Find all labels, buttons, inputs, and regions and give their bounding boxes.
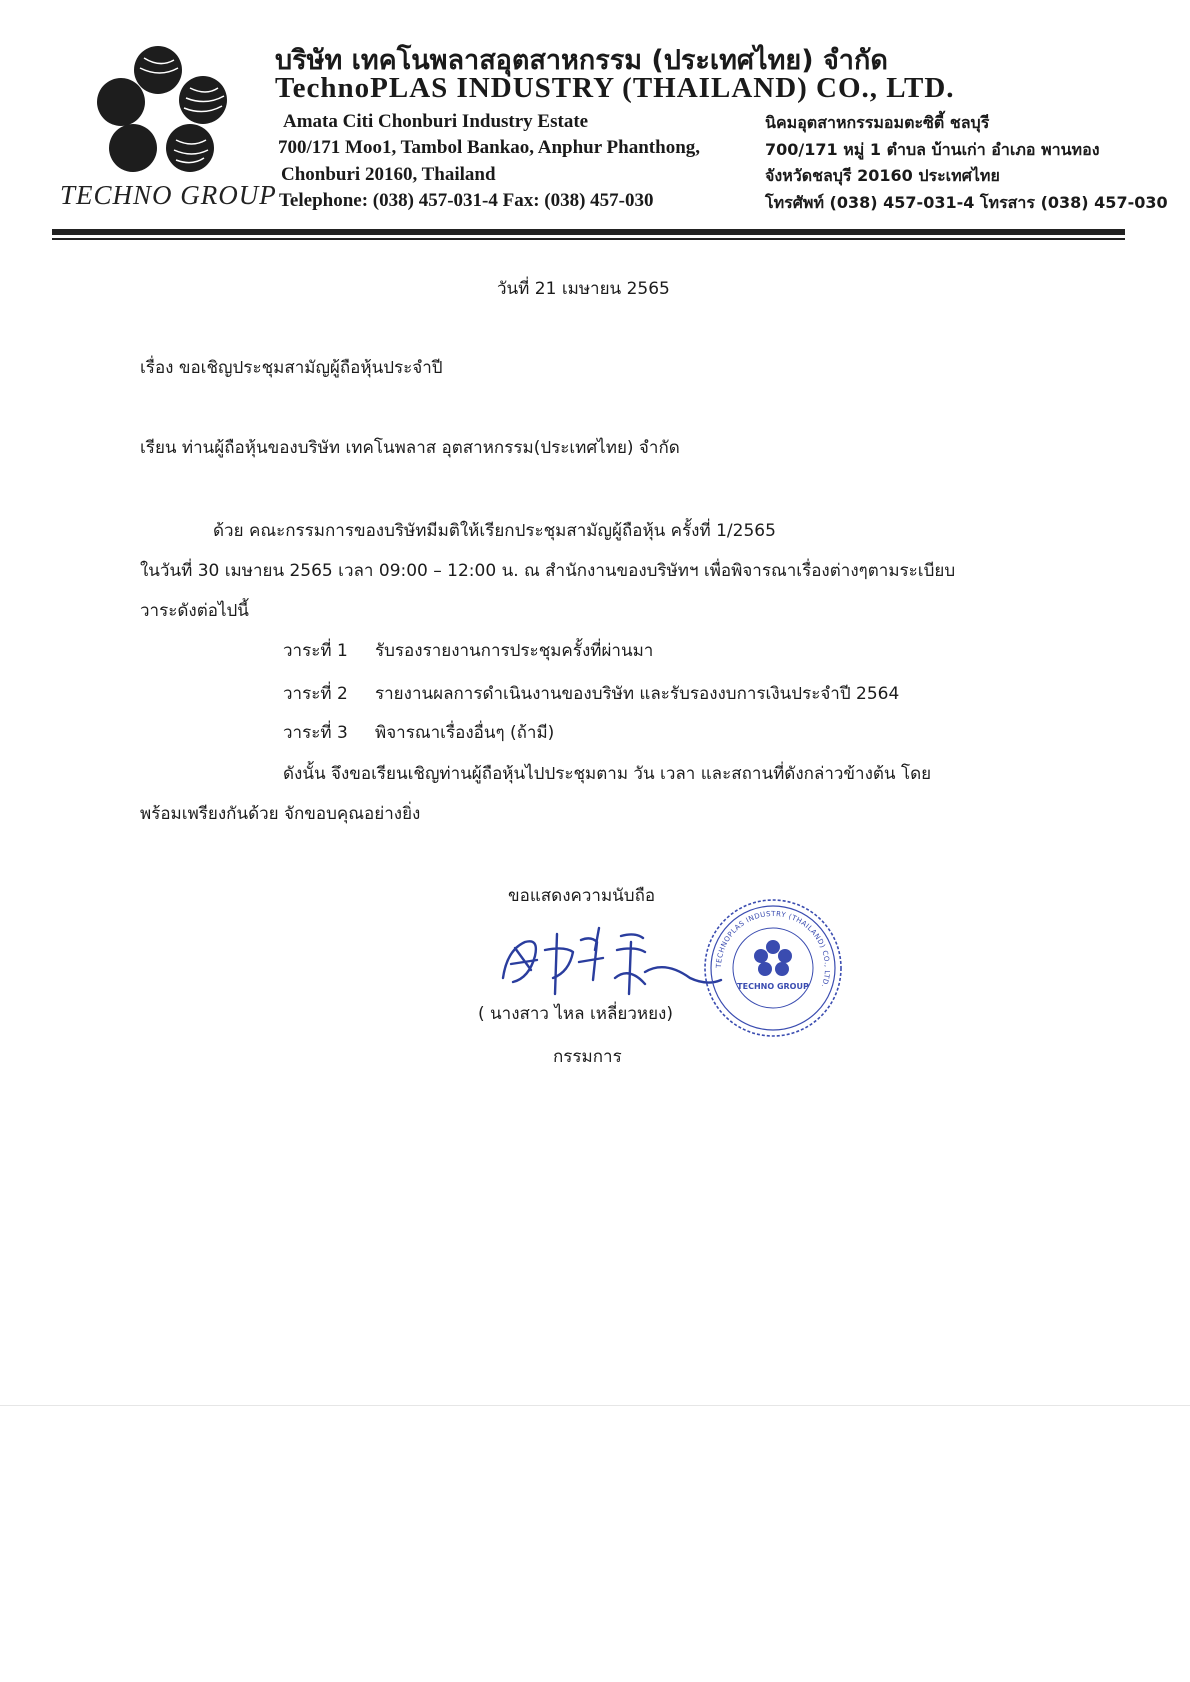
agenda-1-text: รับรองรายงานการประชุมครั้งที่ผ่านมา [375,641,654,661]
header-divider-thick [52,229,1125,235]
company-name-english: TechnoPLAS INDUSTRY (THAILAND) CO., LTD. [275,72,955,104]
handwritten-signature [495,920,725,1000]
techno-group-logo [78,38,258,188]
letter-subject: เรื่อง ขอเชิญประชุมสามัญผู้ถือหุ้นประจำปี [140,358,443,378]
telephone-fax-th: โทรศัพท์ (038) 457-031-4 โทรสาร (038) 457-030 [765,193,1168,212]
group-name: TECHNO GROUP [60,180,277,210]
address-th-line-1: นิคมอุตสาหกรรมอมตะซิตี้ ชลบุรี [765,113,990,132]
letter-date: วันที่ 21 เมษายน 2565 [497,279,670,299]
agenda-1-label: วาระที่ 1 [283,641,348,661]
paragraph-1-line-2: ในวันที่ 30 เมษายน 2565 เวลา 09:00 – 12:00 น. ณ สำนักงานของบริษัทฯ เพื่อพิจารณาเรื่องต่างๆตามระเบียบ [140,561,956,581]
address-en-line-1: Amata Citi Chonburi Industry Estate [283,111,589,132]
closing-line-1: ดังนั้น จึงขอเรียนเชิญท่านผู้ถือหุ้นไปประชุมตาม วัน เวลา และสถานที่ดังกล่าวข้างต้น โดย [283,764,932,784]
agenda-2-label: วาระที่ 2 [283,684,348,704]
letter-recipient: เรียน ท่านผู้ถือหุ้นของบริษัท เทคโนพลาส อุตสาหกรรม(ประเทศไทย) จำกัด [140,438,680,458]
signer-title: กรรมการ [553,1047,622,1067]
header-divider-thin [52,238,1125,240]
company-name-thai: บริษัท เทคโนพลาสอุตสาหกรรม (ประเทศไทย) จำกัด [275,45,888,76]
agenda-2-text: รายงานผลการดำเนินงานของบริษัท และรับรองงบการเงินประจำปี 2564 [375,684,900,704]
closing-line-2: พร้อมเพรียงกันด้วย จักขอบคุณอย่างยิ่ง [140,804,421,824]
address-en-line-3: Chonburi 20160, Thailand [281,164,496,185]
telephone-fax-en: Telephone: (038) 457-031-4 Fax: (038) 457-030 [279,190,654,211]
agenda-3-text: พิจารณาเรื่องอื่นๆ (ถ้ามี) [375,723,555,743]
paragraph-1-line-3: วาระดังต่อไปนี้ [140,601,249,621]
scan-edge-line [0,1405,1190,1406]
signer-name: ( นางสาว ไหล เหลี่ยวหยง) [478,1004,673,1024]
agenda-3-label: วาระที่ 3 [283,723,348,743]
address-th-line-2: 700/171 หมู่ 1 ตำบล บ้านเก่า อำเภอ พานทอง [765,140,1100,159]
paragraph-1-line-1: ด้วย คณะกรรมการของบริษัทมีมติให้เรียกประชุมสามัญผู้ถือหุ้น ครั้งที่ 1/2565 [213,521,776,541]
regards: ขอแสดงความนับถือ [508,886,656,906]
seal-ring-text: TECHNOPLAS INDUSTRY (THAILAND) CO., LTD. [714,909,832,989]
company-seal-stamp [702,897,844,1039]
address-en-line-2: 700/171 Moo1, Tambol Bankao, Anphur Phanthong, [278,137,701,158]
address-th-line-3: จังหวัดชลบุรี 20160 ประเทศไทย [765,166,1000,185]
seal-center-text: TECHNO GROUP [737,982,809,991]
